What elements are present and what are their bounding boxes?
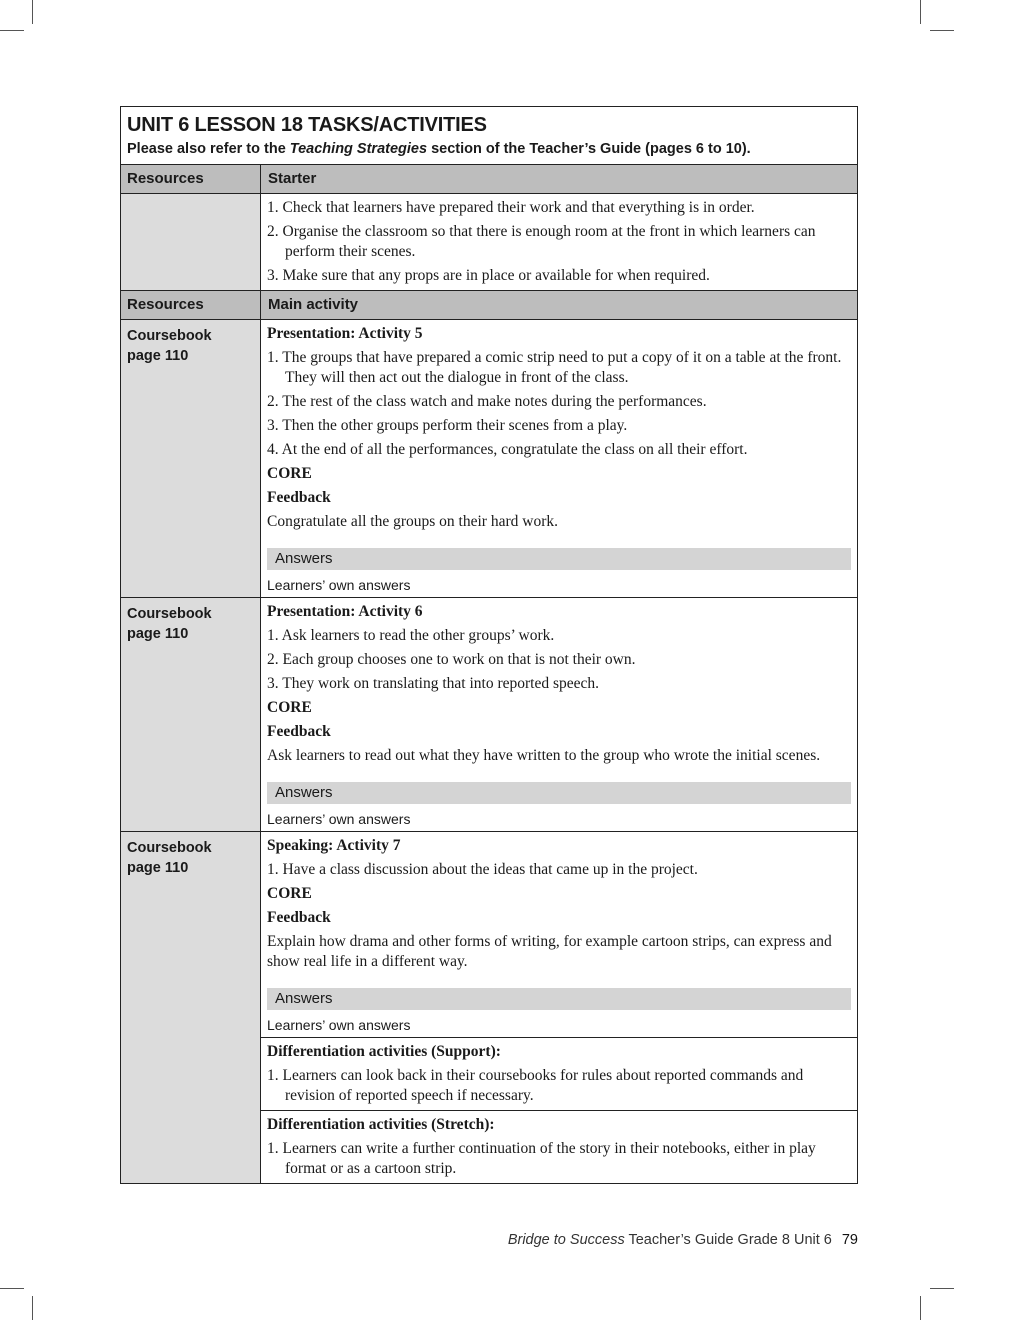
feedback-text: Congratulate all the groups on their hard work.: [267, 513, 558, 530]
starter-row: [121, 194, 857, 291]
answers-text: Learners’ own answers: [267, 1017, 411, 1033]
stretch-heading: Differentiation activities (Stretch):: [267, 1116, 495, 1133]
core-label: CORE: [267, 465, 312, 482]
list-item: 2. Organise the classroom so that there is enough room at the front in which learners can perform their scenes.: [267, 223, 816, 260]
page-title: UNIT 6 LESSON 18 TASKS/ACTIVITIES: [127, 114, 487, 136]
main-header-row: [121, 291, 857, 320]
list-item: 3. Make sure that any props are in place or available for when required.: [267, 267, 710, 284]
crop-mark: [0, 30, 24, 31]
page-footer: [508, 1232, 858, 1248]
resources-header: Resources: [121, 165, 261, 193]
list-item: 1. Check that learners have prepared their work and that everything is in order.: [267, 199, 755, 216]
page-subtitle: Please also refer to the Teaching Strategies section of the Teacher’s Guide (pages 6 to 10).: [127, 141, 751, 157]
crop-mark: [930, 1288, 954, 1289]
answers-bar: Answers: [267, 988, 851, 1010]
lesson-table: [120, 106, 858, 1184]
resource-reference: Coursebook page 110: [121, 320, 261, 597]
resource-reference: Coursebook page 110: [121, 832, 261, 1183]
feedback-label: Feedback: [267, 489, 331, 506]
answers-bar: Answers: [267, 548, 851, 570]
stretch-section: [261, 1110, 857, 1183]
list-item: 4. At the end of all the performances, congratulate the class on all their effort.: [267, 441, 748, 458]
list-item: 3. Then the other groups perform their scenes from a play.: [267, 417, 628, 434]
feedback-text: Ask learners to read out what they have written to the group who wrote the initial scenes.: [267, 747, 821, 764]
feedback-label: Feedback: [267, 723, 331, 740]
feedback-label: Feedback: [267, 909, 331, 926]
list-item: 1. Ask learners to read the other groups’ work.: [267, 627, 555, 644]
activity-5-row: [121, 320, 857, 598]
page-number: 79: [841, 1232, 858, 1248]
support-heading: Differentiation activities (Support):: [267, 1043, 501, 1060]
feedback-text: Explain how drama and other forms of writing, for example cartoon strips, can express and show real life in a different way.: [267, 933, 832, 970]
activity-heading: Presentation: Activity 5: [267, 325, 423, 342]
book-title: Bridge to Success: [507, 1232, 625, 1248]
activity-heading: Speaking: Activity 7: [267, 837, 401, 854]
support-section: [261, 1037, 857, 1110]
list-item: 2. The rest of the class watch and make notes during the performances.: [267, 393, 707, 410]
crop-mark: [920, 1296, 921, 1320]
answers-text: Learners’ own answers: [267, 577, 411, 593]
crop-mark: [920, 0, 921, 24]
resources-cell: [121, 194, 261, 290]
resource-reference: Coursebook page 110: [121, 598, 261, 831]
activity-heading: Presentation: Activity 6: [267, 603, 423, 620]
list-item: 1. Learners can write a further continuation of the story in their notebooks, either in play format or as a cartoon strip.: [267, 1140, 816, 1177]
activity-7-row: [121, 832, 857, 1183]
list-item: 3. They work on translating that into reported speech.: [267, 675, 600, 692]
core-label: CORE: [267, 885, 312, 902]
resources-header: Resources: [121, 291, 261, 319]
list-item: 2. Each group chooses one to work on that is not their own.: [267, 651, 636, 668]
list-item: 1. Learners can look back in their coursebooks for rules about reported commands and revision of reported speech if necessary.: [267, 1067, 804, 1104]
crop-mark: [32, 0, 33, 24]
list-item: 1. The groups that have prepared a comic strip need to put a copy of it on a table at the front. They will then act out the dialogue in front of the class.: [267, 349, 842, 386]
core-label: CORE: [267, 699, 312, 716]
crop-mark: [930, 30, 954, 31]
crop-mark: [32, 1296, 33, 1320]
activity-6-row: [121, 598, 857, 832]
title-block: [121, 107, 857, 165]
list-item: 1. Have a class discussion about the ideas that came up in the project.: [267, 861, 698, 878]
starter-header-row: [121, 165, 857, 194]
main-activity-header: Main activity: [261, 291, 857, 319]
answers-text: Learners’ own answers: [267, 811, 411, 827]
guide-label: Teacher’s Guide Grade 8 Unit 6: [624, 1232, 832, 1248]
starter-header: Starter: [261, 165, 857, 193]
answers-bar: Answers: [267, 782, 851, 804]
crop-mark: [0, 1288, 24, 1289]
